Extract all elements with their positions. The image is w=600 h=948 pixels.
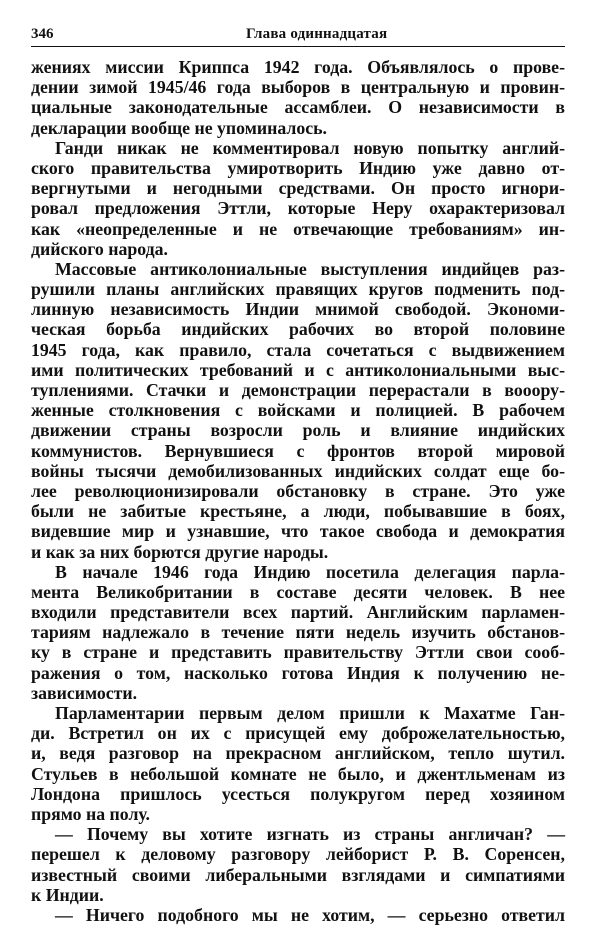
text-line: ского правительства умиротворить Индию уже давно от- [31,157,565,178]
text-line: декларации вообще не упоминалось. [31,117,327,138]
paragraph [31,562,565,703]
text-line: женные столкновения с войсками и полицией. В рабочем [31,400,565,421]
running-head [31,24,565,47]
text-line: входили представители всех партий. Английским парламен- [31,602,565,623]
text-line: к Индии. [31,884,104,905]
text-line: 1945 года, как правило, стала сочетаться с выдвижением [31,339,565,360]
book-page [31,24,565,925]
text-line: Стульев в небольшой комнате не было, и джентльменам из [31,763,565,784]
text-line: ровал предложения Эттли, которые Неру охарактеризовал [31,198,565,219]
text-line: ческая борьба индийских рабочих во второй половине [31,319,565,340]
paragraph [31,905,565,925]
text-line: зависимости. [31,682,138,703]
text-line: Парламентарии первым делом пришли к Махатме Ган- [55,703,565,723]
text-line: туплениями. Стачки и демонстрации перерастали в вооору- [31,380,565,400]
text-line: видевшие мир и узнавшие, что такое свобода и демократия [31,521,565,542]
text-line: дении зимой 1945/46 года выборов в центральную и провин- [31,77,565,98]
text-line: и, ведя разговор на прекрасном английском, тепло шутил. [31,743,565,764]
text-line: Ганди никак не комментировал новую попытку англий- [55,137,565,158]
text-line: лее революционизировали обстановку в стране. Это уже [31,480,565,501]
text-line: войны тысячи демобилизованных индийских солдат еще бо- [31,460,565,481]
text-line: рушили планы английских правящих кругов подменить под- [31,279,565,300]
text-line: ражения о том, насколько готова Индия к получению не- [31,662,565,683]
text-line: коммунистов. Вернувшиеся с фронтов второй мировой [31,440,565,461]
text-line: жениях миссии Криппса 1942 года. Объявлялось о прове- [31,57,565,77]
paragraph [31,824,565,905]
text-line: вергнутыми и негодными средствами. Он просто игнори- [31,178,565,199]
text-line: как «неопределенные и не отвечающие требованиям» ин- [31,218,565,239]
text-line: были не забитые крестьяне, а люди, побывавшие в боях, [31,501,565,522]
text-line: В начале 1946 года Индию посетила делегация парла- [55,561,565,582]
page-number: 346 [31,26,54,42]
text-line: движении страны возросли роль и влияние индийских [31,420,565,441]
text-line: мента Великобритании в составе десяти человек. В нее [31,581,565,602]
text-line: линную независимость Индии мнимой свободой. Экономи- [31,299,565,320]
text-line: ди. Встретил он их с присущей ему доброжелательностью, [31,723,565,744]
text-line: Лондона пришлось усесться полукругом перед хозяином [31,783,565,804]
paragraph [31,703,565,824]
text-line: прямо на полу. [31,803,150,824]
paragraph [31,138,565,259]
chapter-title: Глава одиннадцатая [246,26,388,42]
text-line: ими политических требований и с антиколониальными выс- [31,359,565,380]
text-line: Массовые антиколониальные выступления индийцев раз- [55,258,565,279]
text-line: — Почему вы хотите изгнать из страны англичан? — [55,824,565,845]
text-line: циальные законодательные ассамблеи. О независимости в [31,97,565,118]
text-line: перешел к деловому разговору лейборист Р. В. Соренсен, [31,844,565,865]
text-line: — Ничего подобного мы не хотим, — серьезно ответил [55,904,565,925]
text-line: известный своими либеральными взглядами и симпатиями [31,864,565,885]
paragraph [31,259,565,562]
text-line: и как за них борются другие народы. [31,541,329,562]
text-line: дийского народа. [31,238,168,259]
text-line: тариям надлежало в течение пяти недель изучить обстанов- [31,622,565,643]
body-text [31,57,565,925]
text-line: ку в стране и представить правительству Эттли свои сооб- [31,642,565,663]
paragraph [31,57,565,138]
